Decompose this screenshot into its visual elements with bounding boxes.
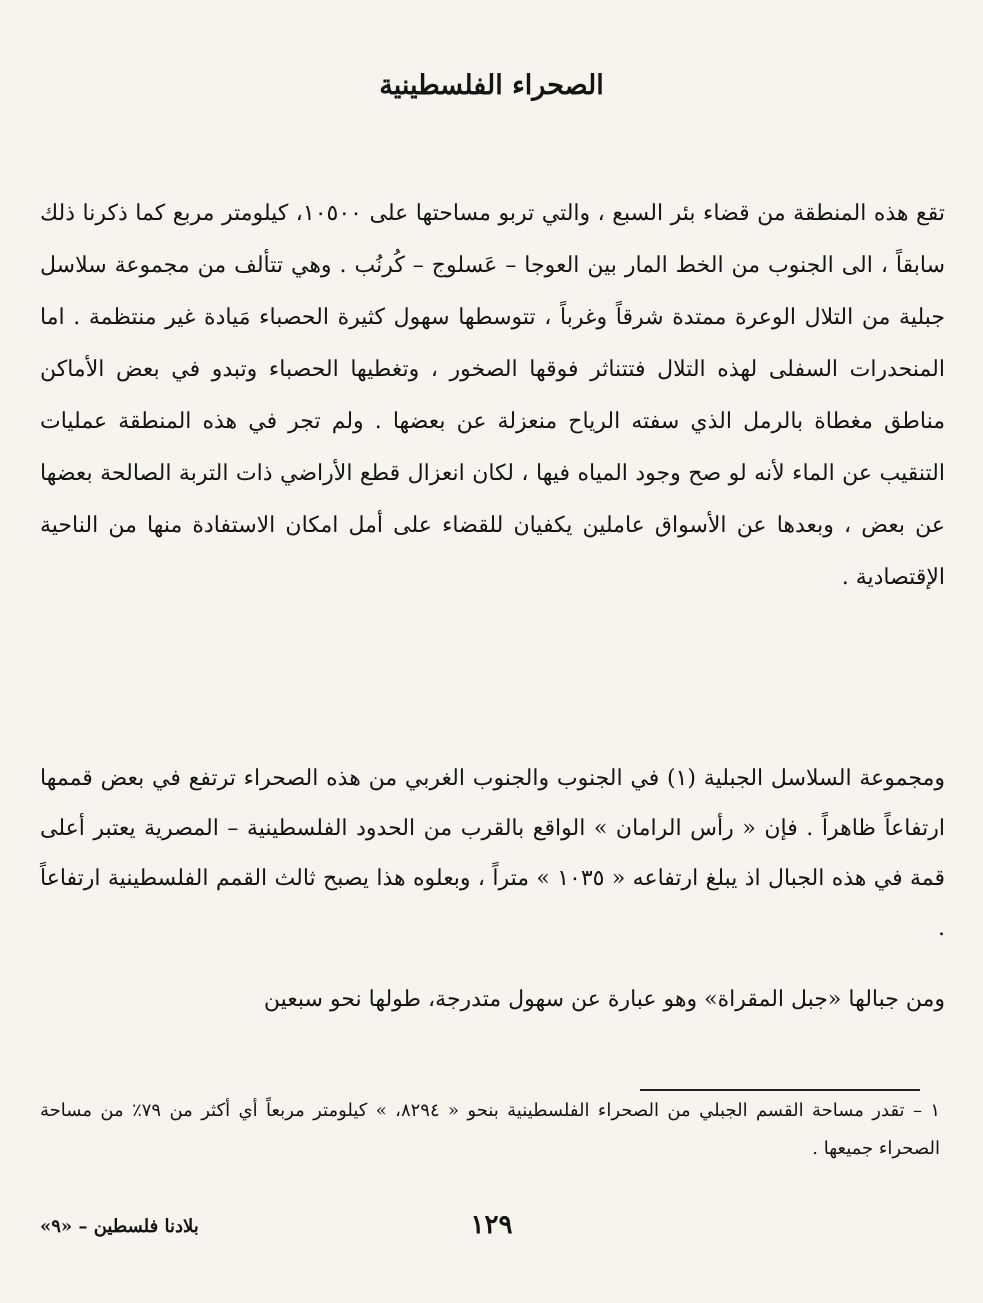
body-paragraph-3: ومن جبالها «جبل المقراة» وهو عبارة عن سهول متدرجة، طولها نحو سبعين — [263, 987, 945, 1012]
footnote-divider — [640, 1089, 920, 1091]
footnote: ١ – تقدر مساحة القسم الجبلي من الصحراء الفلسطينية بنحو « ٨٢٩٤، » كيلومتر مربعاً أي أكثر من ٧٩٪ من مساحة الصحراء جميعها . — [40, 1100, 940, 1159]
page-number: ١٢٩ — [470, 1210, 513, 1240]
body-paragraph-1: تقع هذه المنطقة من قضاء بئر السبع ، والتي تربو مساحتها على ١٠٥٠٠، كيلومتر مربع كما ذكرنا ذلك سابقاً ، الى الجنوب من الخط المار بين العوجا – عَسلوج – كُرنُب . وهي تتألف من مجموعة سلاسل جبلية من التلال الوعرة ممتدة شرقاً وغرباً ، تتوسطها سهول كثيرة الحصباء مَيادة غير منتظمة . اما المنحدرات السفلى لهذه التلال فتتناثر فوقها الصخور ، وتغطيها الحصباء وتبدو في بعض الأماكن مناطق مغطاة بالرمل الذي سفته الرياح منعزلة عن بعضها . ولم تجر في هذه المنطقة عمليات التنقيب عن الماء لأنه لو صح وجود المياه فيها ، لكان انعزال قطع الأراضي ذات التربة الصالحة بعضها عن بعض ، وبعدها عن الأسواق عاملين يكفيان للقضاء على أمل امكان الاستفادة منها من الناحية الإقتصادية . — [40, 201, 945, 590]
running-footer: بلادنا فلسطين – «٩» — [40, 1216, 199, 1237]
body-paragraph-2: ومجموعة السلاسل الجبلية (١) في الجنوب والجنوب الغربي من هذه الصحراء ترتفع في بعض قممها ارتفاعاً ظاهراً . فإن « رأس الرامان » الواقع بالقرب من الحدود الفلسطينية – المصرية يعتبر أعلى قمة في هذه الجبال اذ يبلغ ارتفاعه « ١٠٣٥ » متراً ، وبعلوه هذا يصبح ثالث القمم الفلسطينية ارتفاعاً . — [40, 766, 946, 941]
page-title: الصحراء الفلسطينية — [379, 70, 604, 102]
